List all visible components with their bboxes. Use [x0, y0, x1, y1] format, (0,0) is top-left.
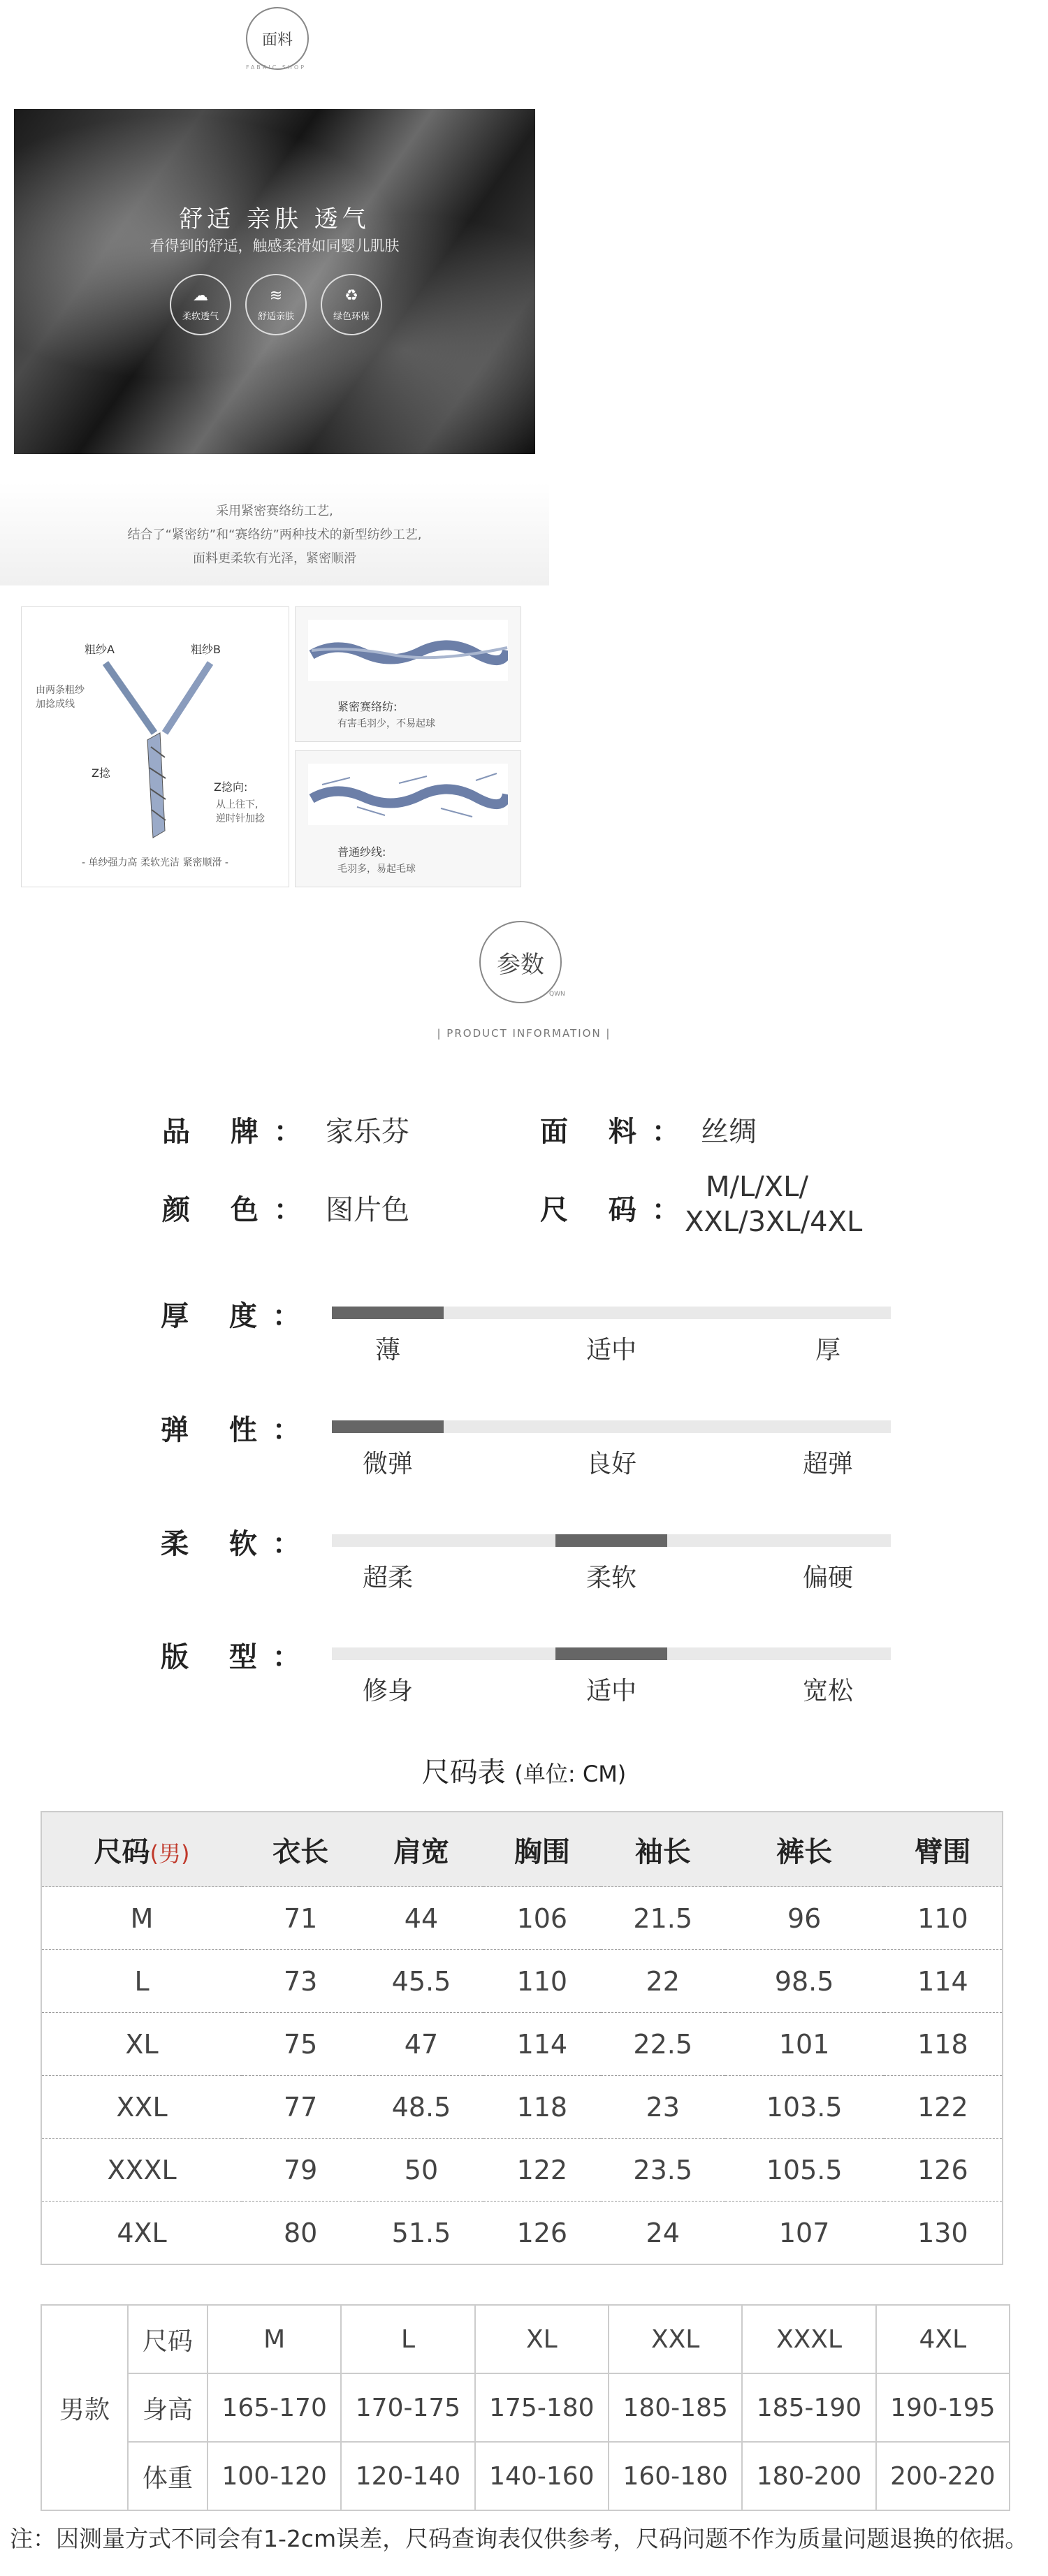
table-cell: 96 — [725, 1887, 884, 1950]
fit-table — [41, 2304, 1010, 2511]
normal-yarn-image — [308, 764, 508, 825]
hero-subtitle: 看得到的舒适，触感柔滑如同婴儿肌肤 — [150, 238, 400, 254]
table-cell: 21.5 — [601, 1887, 725, 1950]
table-cell: L — [41, 1950, 242, 2013]
size-value-line1: M/L/XL/ — [706, 1171, 808, 1203]
wave-icon: ≋ — [269, 286, 283, 305]
table-cell: 73 — [242, 1950, 359, 2013]
fabric-badge-subtitle: FABRIC SHOP — [245, 64, 307, 71]
table-cell: 130 — [884, 2202, 1003, 2265]
fit-cell: 160-180 — [609, 2442, 742, 2510]
cloud-icon: ☁ — [193, 286, 208, 305]
header-shoulder: 肩宽 — [359, 1812, 483, 1887]
size-label: 尺 码： — [540, 1194, 695, 1226]
thickness-tick: 适中 — [585, 1336, 636, 1365]
table-cell: 126 — [884, 2139, 1003, 2202]
size-table-title — [0, 1750, 1048, 1790]
table-cell: 98.5 — [725, 1950, 884, 2013]
table-cell: 79 — [242, 2139, 359, 2202]
softness-bar — [332, 1534, 891, 1547]
fit-group-label: 男款 — [41, 2305, 128, 2510]
fit-cell: 180-200 — [742, 2442, 875, 2510]
color-value: 图片色 — [326, 1194, 409, 1226]
compact-title: 紧密赛络纺: — [337, 700, 398, 713]
fit-cell: 4XL — [876, 2305, 1010, 2373]
fit-cell: 190-195 — [876, 2373, 1010, 2442]
thickness-tick: 厚 — [815, 1336, 840, 1365]
table-row — [41, 2013, 1003, 2076]
params-badge: 参数 — [479, 921, 562, 1003]
elasticity-bar — [332, 1420, 891, 1433]
table-cell: XXL — [41, 2076, 242, 2139]
fit-cell: 200-220 — [876, 2442, 1010, 2510]
header-sleeve: 袖长 — [601, 1812, 725, 1887]
size-value-line2: XXL/3XL/4XL — [685, 1206, 863, 1238]
fit-cell: 165-170 — [208, 2373, 341, 2442]
table-cell: 48.5 — [359, 2076, 483, 2139]
table-row — [41, 1887, 1003, 1950]
fit-cell: L — [341, 2305, 474, 2373]
softness-tick: 超柔 — [362, 1564, 413, 1592]
table-cell: 50 — [359, 2139, 483, 2202]
fit-bar — [332, 1647, 891, 1660]
fit-row-label: 尺码 — [128, 2305, 208, 2373]
fabric-value: 丝绸 — [701, 1116, 757, 1148]
diagram-footer: - 单纱强力高 柔软光洁 紧密顺滑 - — [82, 857, 228, 868]
tech-line: 面料更柔软有光泽，紧密顺滑 — [193, 551, 356, 566]
fit-cell: 170-175 — [341, 2373, 474, 2442]
table-cell: XL — [41, 2013, 242, 2076]
table-cell: 101 — [725, 2013, 884, 2076]
compact-yarn-panel — [295, 606, 521, 742]
fit-row-label: 体重 — [128, 2442, 208, 2510]
yarn-diagram — [21, 606, 289, 887]
fit-cell: 140-160 — [475, 2442, 609, 2510]
elasticity-tick: 微弹 — [362, 1450, 413, 1478]
elasticity-label: 弹 性： — [161, 1414, 316, 1446]
table-cell: 110 — [884, 1887, 1003, 1950]
fit-row-label: 身高 — [128, 2373, 208, 2442]
thickness-label: 厚 度： — [161, 1300, 316, 1332]
normal-desc: 毛羽多，易起毛球 — [337, 864, 416, 875]
thickness-bar — [332, 1307, 891, 1319]
header-length: 衣长 — [242, 1812, 359, 1887]
twist-note: 加捻成线 — [36, 699, 75, 710]
table-cell: 75 — [242, 2013, 359, 2076]
fit-height-row — [41, 2373, 1010, 2442]
header-arm: 臂围 — [884, 1812, 1003, 1887]
product-information-label: | PRODUCT INFORMATION | — [437, 1027, 611, 1040]
elasticity-indicator — [332, 1420, 444, 1433]
table-cell: 122 — [884, 2076, 1003, 2139]
normal-yarn-panel — [295, 750, 521, 887]
table-cell: 22.5 — [601, 2013, 725, 2076]
compact-desc: 有害毛羽少，不易起球 — [337, 718, 435, 729]
hero-title: 舒适 亲肤 透气 — [179, 205, 370, 233]
tech-line: 结合了“紧密纺”和“赛络纺”两种技术的新型纺纱工艺, — [127, 527, 422, 542]
z-twist-label: Z捻 — [92, 766, 110, 780]
table-cell: 106 — [483, 1887, 601, 1950]
table-cell: 118 — [483, 2076, 601, 2139]
fit-cell: M — [208, 2305, 341, 2373]
softness-tick: 偏硬 — [802, 1564, 853, 1592]
table-cell: 122 — [483, 2139, 601, 2202]
fit-cell: 180-185 — [609, 2373, 742, 2442]
z-direction-desc: 从上往下, — [216, 799, 259, 810]
z-direction-desc: 逆时针加捻 — [216, 813, 265, 824]
fit-cell: XXL — [609, 2305, 742, 2373]
params-badge-subtitle: QWN — [549, 991, 565, 998]
size-table — [41, 1811, 1003, 2265]
table-row — [41, 1950, 1003, 2013]
fit-cell: XXXL — [742, 2305, 875, 2373]
table-cell: M — [41, 1887, 242, 1950]
header-pants: 裤长 — [725, 1812, 884, 1887]
yarn-a-label: 粗纱A — [85, 643, 115, 656]
tech-intro — [0, 482, 549, 585]
brand-label: 品 牌： — [162, 1116, 317, 1148]
fit-cell: 175-180 — [475, 2373, 609, 2442]
fit-cell: 100-120 — [208, 2442, 341, 2510]
elasticity-tick: 超弹 — [802, 1450, 853, 1478]
table-cell: 23 — [601, 2076, 725, 2139]
feature-soft: ☁ 柔软透气 — [170, 274, 231, 335]
size-table-title-text: 尺码表 — [421, 1756, 506, 1789]
table-cell: 47 — [359, 2013, 483, 2076]
compact-yarn-image — [308, 620, 508, 681]
softness-label: 柔 软： — [161, 1528, 316, 1560]
tech-line: 采用紧密赛络纺工艺, — [216, 504, 333, 518]
twist-note: 由两条粗纱 — [36, 685, 85, 696]
table-cell: 114 — [884, 1950, 1003, 2013]
normal-title: 普通纱线: — [337, 845, 386, 859]
table-cell: 44 — [359, 1887, 483, 1950]
table-cell: 105.5 — [725, 2139, 884, 2202]
table-cell: 103.5 — [725, 2076, 884, 2139]
z-direction-title: Z捻向: — [214, 780, 248, 794]
softness-tick: 柔软 — [585, 1564, 636, 1592]
thickness-indicator — [332, 1307, 444, 1319]
fit-indicator — [555, 1647, 667, 1660]
table-cell: 71 — [242, 1887, 359, 1950]
feature-comfort: ≋ 舒适亲肤 — [245, 274, 307, 335]
twist-diagram-graphic — [22, 607, 289, 887]
disclaimer-note: 注：因测量方式不同会有1-2cm误差，尺码查询表仅供参考，尺码问题不作为质量问题退换的依据。 — [10, 2525, 1028, 2552]
fabric-label: 面 料： — [540, 1116, 695, 1148]
fit-tick: 修身 — [362, 1677, 413, 1705]
table-row — [41, 2076, 1003, 2139]
fit-cell: XL — [475, 2305, 609, 2373]
table-row — [41, 2139, 1003, 2202]
fit-tick: 宽松 — [802, 1677, 853, 1705]
fit-tick: 适中 — [585, 1677, 636, 1705]
feature-eco: ♻ 绿色环保 — [321, 274, 382, 335]
table-row — [41, 2202, 1003, 2265]
table-cell: 110 — [483, 1950, 601, 2013]
recycle-icon: ♻ — [344, 286, 358, 305]
table-cell: 4XL — [41, 2202, 242, 2265]
table-cell: 51.5 — [359, 2202, 483, 2265]
table-cell: 23.5 — [601, 2139, 725, 2202]
color-label: 颜 色： — [162, 1194, 317, 1226]
table-cell: 77 — [242, 2076, 359, 2139]
header-size: 尺码(男) — [41, 1812, 242, 1887]
fit-cell: 185-190 — [742, 2373, 875, 2442]
fit-cell: 120-140 — [341, 2442, 474, 2510]
size-table-header-row — [41, 1812, 1003, 1887]
table-cell: 45.5 — [359, 1950, 483, 2013]
fit-label: 版 型： — [161, 1641, 316, 1673]
thickness-tick: 薄 — [374, 1336, 400, 1365]
softness-indicator — [555, 1534, 667, 1547]
table-cell: 118 — [884, 2013, 1003, 2076]
yarn-b-label: 粗纱B — [191, 643, 221, 656]
table-cell: 114 — [483, 2013, 601, 2076]
fit-weight-row — [41, 2442, 1010, 2510]
table-cell: 80 — [242, 2202, 359, 2265]
elasticity-tick: 良好 — [585, 1450, 636, 1478]
table-cell: 126 — [483, 2202, 601, 2265]
fabric-badge: 面料 — [246, 7, 309, 70]
table-cell: 107 — [725, 2202, 884, 2265]
brand-value: 家乐芬 — [326, 1116, 409, 1148]
table-cell: XXXL — [41, 2139, 242, 2202]
table-cell: 22 — [601, 1950, 725, 2013]
hero-banner — [14, 109, 535, 454]
table-cell: 24 — [601, 2202, 725, 2265]
header-chest: 胸围 — [483, 1812, 601, 1887]
fit-size-row — [41, 2305, 1010, 2373]
size-table-unit: (单位: CM) — [514, 1761, 627, 1787]
